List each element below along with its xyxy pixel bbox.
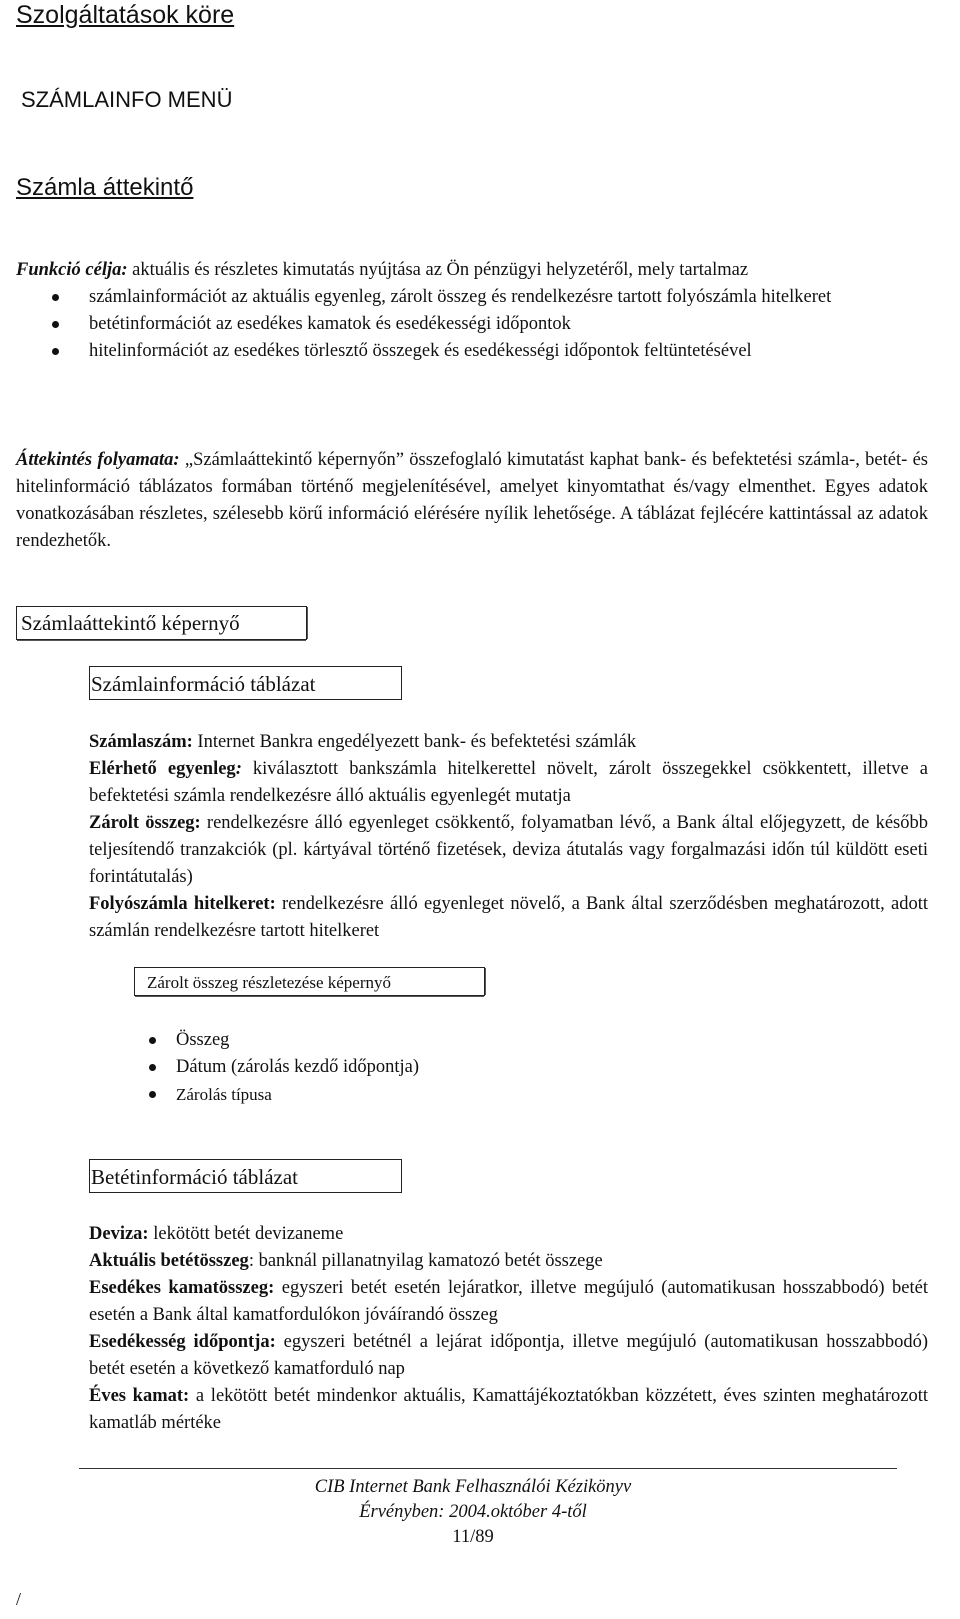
account-table-heading-box: Számlainformáció táblázat <box>89 666 402 700</box>
definition-item: Elérhető egyenleg: kiválasztott bankszámla hitelkerettel növelt, zárolt összegekkel csökkentett, illetve a befektetési számla rendelkezésre álló aktuális egyenlegét mutatja <box>89 759 928 806</box>
list-item: Összeg <box>16 1027 928 1054</box>
bullet-icon <box>149 1091 156 1098</box>
definition-item: Esedékesség időpontja: egyszeri betétnél a lejárat időpontja, illetve megújuló (automatikusan hosszabbodó) betét esetén a következő kamatforduló nap <box>89 1332 928 1379</box>
page-title: Szolgáltatások köre <box>16 1 235 29</box>
section-title: Számla áttekintő <box>16 174 194 201</box>
list-item: betétinformációt az esedékes kamatok és esedékességi időpontok <box>16 311 928 338</box>
definition-item: Éves kamat: a lekötött betét mindenkor aktuális, Kamattájékoztatókban közzétett, éves szinten meghatározott kamatláb mértéke <box>89 1386 928 1433</box>
definition-item: Folyószámla hitelkeret: rendelkezésre álló egyenleget növelő, a Bank által szerződésben meghatározott, adott számlán rendelkezésre tartott hitelkeret <box>89 894 928 941</box>
process-paragraph <box>16 447 928 555</box>
bullet-icon <box>149 1064 156 1071</box>
deposit-table-heading-box: Betétinformáció táblázat <box>89 1159 402 1193</box>
menu-title: SZÁMLAINFO MENÜ <box>21 87 233 112</box>
list-item: számlainformációt az aktuális egyenleg, zárolt összeg és rendelkezésre tartott folyószámla hitelkeret <box>16 284 928 311</box>
process-text: „Számlaáttekintő képernyőn” összefoglaló kimutatást kaphat bank- és befektetési számla-, betét- és hitelinformáció táblázatos formában történő megjelenítésével, amelyet kinyomtathat és/vagy elmenthet. Egyes adatok vonatkozásában részletes, szélesebb körű információ elérésére nyílik lehetősége. A táblázat fejlécére kattintással az adatok rendezhetők. <box>16 450 929 551</box>
footer-slash: / <box>16 1589 22 1609</box>
page-number: 11/89 <box>452 1527 494 1547</box>
footer-validity: Érvényben: 2004.október 4-től <box>359 1502 587 1522</box>
bullet-icon <box>52 321 59 328</box>
deposit-definitions <box>89 1221 928 1437</box>
purpose-text: aktuális és részletes kimutatás nyújtása az Ön pénzügyi helyzetéről, mely tartalmaz <box>127 260 749 280</box>
definition-item: Számlaszám: Internet Bankra engedélyezett bank- és befektetési számlák <box>89 732 637 752</box>
account-definitions <box>89 729 928 945</box>
purpose-list <box>16 284 928 365</box>
screen-heading-box: Számlaáttekintő képernyő <box>16 606 307 640</box>
blocked-screen-heading-box: Zárolt összeg részletezése képernyő <box>134 967 485 996</box>
definition-item: Zárolt összeg: rendelkezésre álló egyenleget csökkentő, folyamatban lévő, a Bank által előjegyzett, de később teljesítendő tranzakciók (pl. kártyával történő fizetések, deviza átutalás vagy forgalmazási időn túl küldött eseti forintátutalás) <box>89 813 929 887</box>
footer-manual-title: CIB Internet Bank Felhasználói Kézikönyv <box>314 1477 632 1497</box>
blocked-items-list <box>16 1027 928 1108</box>
process-label: Áttekintés folyamata: <box>16 450 180 470</box>
bullet-icon <box>149 1037 156 1044</box>
list-item: Zárolás típusa <box>16 1081 928 1108</box>
definition-item: Aktuális betétösszeg: banknál pillanatnyilag kamatozó betét összege <box>89 1251 603 1271</box>
definition-item: Esedékes kamatösszeg: egyszeri betét esetén lejáratkor, illetve megújuló (automatikusan hosszabbodó) betét esetén a Bank által kamatfordulókon jóváírandó összeg <box>89 1278 929 1325</box>
bullet-icon <box>52 348 59 355</box>
list-item: hitelinformációt az esedékes törlesztő összegek és esedékességi időpontok feltüntetésével <box>16 338 928 365</box>
purpose-paragraph <box>16 257 928 284</box>
list-item: Dátum (zárolás kezdő időpontja) <box>16 1054 928 1081</box>
bullet-icon <box>52 294 59 301</box>
definition-item: Deviza: lekötött betét devizaneme <box>89 1224 344 1244</box>
purpose-label: Funkció célja: <box>16 260 128 280</box>
footer-divider <box>79 1468 897 1469</box>
